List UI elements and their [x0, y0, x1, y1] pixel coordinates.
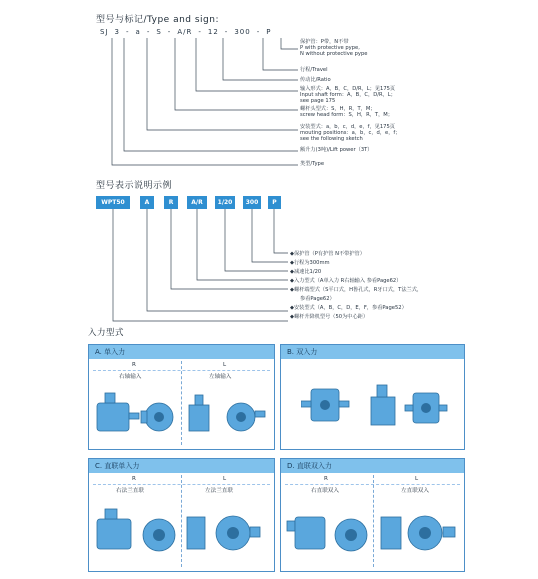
note-mounting: 安装型式：a，b，c，d，e，f，见175页 mouting positions：a，b，c，d，e，f； see the following sketch — [300, 124, 401, 142]
example-box-input: A/R — [187, 196, 207, 209]
panel-head-c: C. 直联单入力 — [89, 459, 274, 473]
example-box-model: WPT50 — [96, 196, 130, 209]
example-box-travel: 300 — [243, 196, 261, 209]
sub-label-l: L — [223, 476, 227, 482]
example-note: 参看Page62） — [300, 296, 335, 302]
code-part: 12 — [207, 28, 219, 36]
code-part: P — [266, 28, 272, 36]
panel-head-b: B. 双入力 — [281, 345, 464, 359]
panel-direct-single-input — [88, 458, 275, 572]
caption-right-direct-double: 右直联双入 — [311, 488, 339, 494]
direct-double-drawing — [283, 497, 463, 567]
note-protective: 保护管：P带，N不带 P with protective pype, N without protective pype — [300, 39, 368, 57]
note-ratio: 传动比/Ratio — [300, 77, 331, 83]
example-note: ◆螺杆升降机型号（50为中心距） — [290, 314, 369, 320]
sub-label-r: R — [324, 476, 328, 482]
example-box-mount: A — [140, 196, 154, 209]
sub-label-l: L — [223, 362, 227, 368]
example-box-pipe: P — [268, 196, 281, 209]
code-part: - — [125, 28, 130, 36]
code-part: S — [156, 28, 162, 36]
caption-right-flange: 右法兰直联 — [116, 488, 144, 494]
panel-double-input — [280, 344, 465, 450]
caption-right-shaft: 右轴输入 — [119, 374, 142, 380]
sub-label-l: L — [415, 476, 419, 482]
caption-left-shaft: 左轴输入 — [209, 374, 232, 380]
example-note: ◆螺杆端型式（S平口式，H鲁孔式，R牙口式，T法兰式， — [290, 287, 423, 293]
code-part: - — [256, 28, 261, 36]
example-note: ◆入力型式（A单入力 R右轴输入 参看Page62） — [290, 278, 402, 284]
type-sign-leader-lines — [0, 0, 538, 180]
example-note: ◆行程为300mm — [290, 260, 330, 266]
code-part: 3 — [114, 28, 120, 36]
example-note: ◆保护管（P有护管 N不带护管） — [290, 251, 365, 257]
note-type: 类型/Type — [300, 161, 325, 167]
panel-head-a: A. 单入力 — [89, 345, 274, 359]
panel-direct-double-input — [280, 458, 465, 572]
caption-left-flange: 左法兰直联 — [205, 488, 233, 494]
input-forms-title: 入力型式 — [88, 328, 125, 338]
double-input-drawing — [301, 375, 451, 445]
sub-label-r: R — [132, 362, 136, 368]
code-part: a — [135, 28, 141, 36]
note-input-form: 输入形式：A，B，C，D/R，L；见175页 Input shaft form：A，B，C，D/R，L； see page 175 — [300, 86, 396, 104]
code-part: - — [198, 28, 202, 36]
direct-single-drawing — [91, 497, 271, 567]
code-part: 300 — [234, 28, 251, 36]
caption-left-direct-double: 左直联双入 — [401, 488, 429, 494]
panel-single-input — [88, 344, 275, 450]
example-note: ◆安装型式（A，B，C，D，E，F，参看Page52） — [290, 305, 407, 311]
example-title: 型号表示说明示例 — [96, 181, 173, 191]
code-part: A/R — [177, 28, 193, 36]
example-box-ratio: 1/20 — [215, 196, 235, 209]
note-lift-power: 额升力(3吨)/Lift power（3T） — [300, 147, 373, 153]
example-notes — [290, 250, 422, 322]
example-leader-lines — [0, 180, 538, 330]
sub-label-r: R — [132, 476, 136, 482]
code-part: - — [146, 28, 151, 36]
note-screw-head: 螺杆头型式：S，H，R，T，M； screw head form：S，H，R，T，M； — [300, 106, 393, 118]
example-note: ◆减速比1/20 — [290, 269, 322, 275]
panel-head-d: D. 直联双入力 — [281, 459, 464, 473]
example-box-head: R — [164, 196, 178, 209]
type-sign-title: 型号与标记/Type and sign: — [96, 15, 219, 25]
code-part: SJ — [100, 28, 109, 36]
single-input-drawing — [91, 381, 271, 445]
note-travel: 行程/Travel — [300, 67, 328, 73]
code-part: - — [224, 28, 229, 36]
code-part: - — [167, 28, 172, 36]
